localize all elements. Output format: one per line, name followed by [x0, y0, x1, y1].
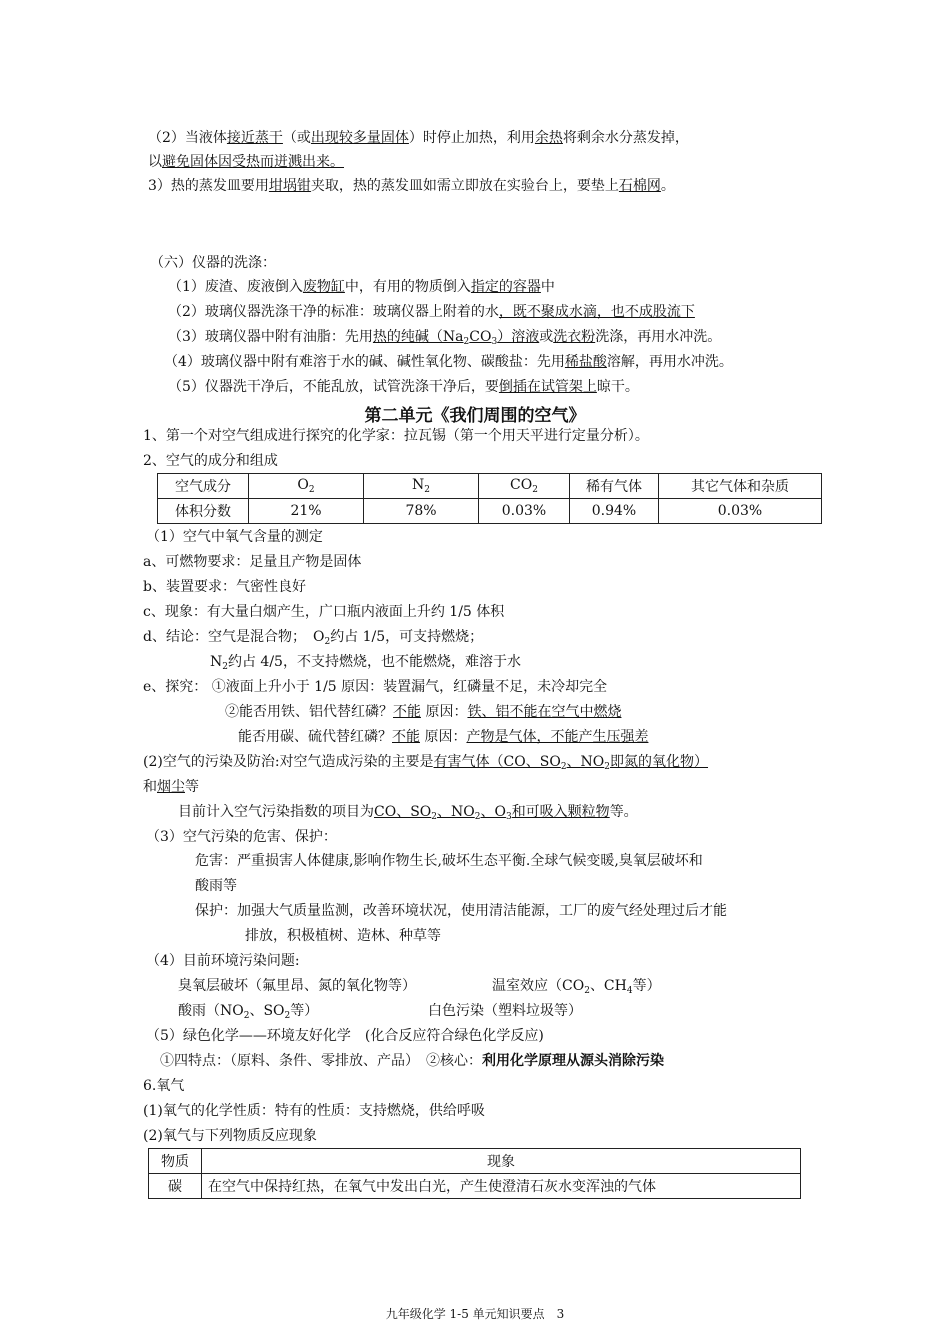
harm-line-1: 危害：严重损害人体健康,影响作物生长,破坏生态平衡.全球气候变暖,臭氧层破坏和	[195, 853, 703, 869]
measure-a: a、可燃物要求：足量且产物是固体	[143, 554, 362, 570]
wash-item-2: （2）玻璃仪器洗涤干净的标准：玻璃仪器上附着的水，既不聚成水滴，也不成股流下	[168, 304, 695, 320]
table-cell: 在空气中保持红热，在氧气中发出白光，产生使澄清石灰水变浑浊的气体	[202, 1174, 801, 1199]
section-6: 6.氧气	[143, 1078, 185, 1094]
green-chem-line: ①四特点：（原料、条件、零排放、产品） ②核心：利用化学原理从源头消除污染	[160, 1053, 664, 1069]
table-cell: 21%	[249, 499, 364, 524]
table-cell: $N_2$	[364, 474, 479, 499]
evap-line-3: 3）热的蒸发皿要用坩埚钳夹取，热的蒸发皿如需立即放在实验台上，要垫上石棉网。	[148, 178, 675, 194]
page-footer: 九年级化学 1-5 单元知识要点 3	[385, 1307, 565, 1321]
table-cell: 78%	[364, 499, 479, 524]
measure-e2: ②能否用铁、铝代替红磷？不能 原因：铁、铝不能在空气中燃烧	[225, 704, 622, 720]
env-issues-heading: （4）目前环境污染问题:	[146, 953, 300, 969]
table-row	[158, 499, 822, 524]
env-issue-white-pollution: 白色污染（塑料垃圾等）	[428, 1003, 582, 1019]
table-row	[158, 474, 822, 499]
oxygen-reaction-table	[148, 1148, 801, 1199]
measure-c: c、现象：有大量白烟产生，广口瓶内液面上升约 1/5 体积	[143, 604, 505, 620]
protect-line-2: 排放，积极植树、造林、种草等	[245, 928, 441, 944]
table-row	[149, 1174, 801, 1199]
pollution-line-1: (2)空气的污染及防治:对空气造成污染的主要是有害气体（CO、$SO_2$、$NO_2$即氮的氧化物）	[143, 754, 709, 772]
section-2: 2、空气的成分和组成	[143, 453, 278, 469]
table-cell: 稀有气体	[570, 474, 659, 499]
table-cell: 体积分数	[158, 499, 249, 524]
measure-d1: d、结论：空气是混合物； $O_2$约占 1/5，可支持燃烧；	[143, 629, 484, 647]
table-cell: 0.94%	[570, 499, 659, 524]
protect-line-1: 保护：加强大气质量监测，改善环境状况，使用清洁能源，工厂的废气经处理过后才能	[195, 903, 727, 919]
green-chem-heading: （5）绿色化学——环境友好化学 (化合反应符合绿色化学反应)	[146, 1028, 544, 1044]
table-cell: 0.03%	[479, 499, 570, 524]
pollution-line-2: 和烟尘等	[143, 779, 199, 795]
evap-line-2: 以避免固体因受热而迸溅出来。	[148, 154, 344, 170]
section-1: 1、第一个对空气组成进行探究的化学家：拉瓦锡（第一个用天平进行定量分析）。	[143, 428, 649, 444]
wash-item-3: （3）玻璃仪器中附有油脂：先用热的纯碱$(Na_2CO_3)$溶液或洗衣粉洗涤，再用水冲洗。	[168, 329, 722, 347]
table-cell: 0.03%	[659, 499, 822, 524]
measure-heading: （1）空气中氧气含量的测定	[146, 529, 323, 545]
table-cell: 空气成分	[158, 474, 249, 499]
table-cell: $CO_2$	[479, 474, 570, 499]
table-cell: $O_2$	[249, 474, 364, 499]
measure-d2: $N_2$约占 4/5，不支持燃烧，也不能燃烧，难溶于水	[210, 654, 521, 672]
measure-e3: 能否用碳、硫代替红磷？不能 原因：产物是气体，不能产生压强差	[238, 729, 649, 745]
wash-item-5: （5）仪器洗干净后，不能乱放，试管洗涤干净后，要倒插在试管架上晾干。	[168, 379, 639, 395]
table-cell: 物质	[149, 1149, 202, 1174]
evap-line-1: （2）当液体接近蒸干（或出现较多量固体）时停止加热，利用余热将剩余水分蒸发掉，	[148, 130, 689, 146]
unit-title: 第二单元《我们周围的空气》	[364, 406, 586, 426]
oxygen-prop: (1)氧气的化学性质：特有的性质：支持燃烧，供给呼吸	[143, 1103, 485, 1119]
measure-e1: e、探究： ①液面上升小于 1/5 原因：装置漏气，红磷量不足，未冷却完全	[143, 679, 608, 695]
table-row	[149, 1149, 801, 1174]
harm-line-2: 酸雨等	[195, 878, 237, 894]
air-composition-table	[157, 473, 822, 524]
measure-b: b、装置要求：气密性良好	[143, 579, 306, 595]
table-cell: 碳	[149, 1174, 202, 1199]
table-cell: 现象	[202, 1149, 801, 1174]
wash-heading: （六）仪器的洗涤：	[150, 255, 276, 271]
harm-heading: （3）空气污染的危害、保护：	[146, 829, 337, 845]
table-cell: 其它气体和杂质	[659, 474, 822, 499]
pollution-index-line: 目前计入空气污染指数的项目为CO、$SO_2$、$NO_2$、$O_3$和可吸入颗粒物等。	[178, 804, 638, 822]
wash-item-1: （1）废渣、废液倒入废物缸中，有用的物质倒入指定的容器中	[168, 279, 555, 295]
wash-item-4: （4）玻璃仪器中附有难溶于水的碱、碱性氧化物、碳酸盐：先用稀盐酸溶解，再用水冲洗。	[164, 354, 733, 370]
env-issue-acid-rain: 酸雨（$NO_2$、$SO_2$等）	[178, 1003, 319, 1021]
env-issue-ozone: 臭氧层破坏（氟里昂、氮的氧化物等）	[178, 978, 416, 994]
oxygen-reactions: (2)氧气与下列物质反应现象	[143, 1128, 317, 1144]
env-issue-greenhouse: 温室效应（$CO_2$、$CH_4$等）	[492, 978, 661, 996]
